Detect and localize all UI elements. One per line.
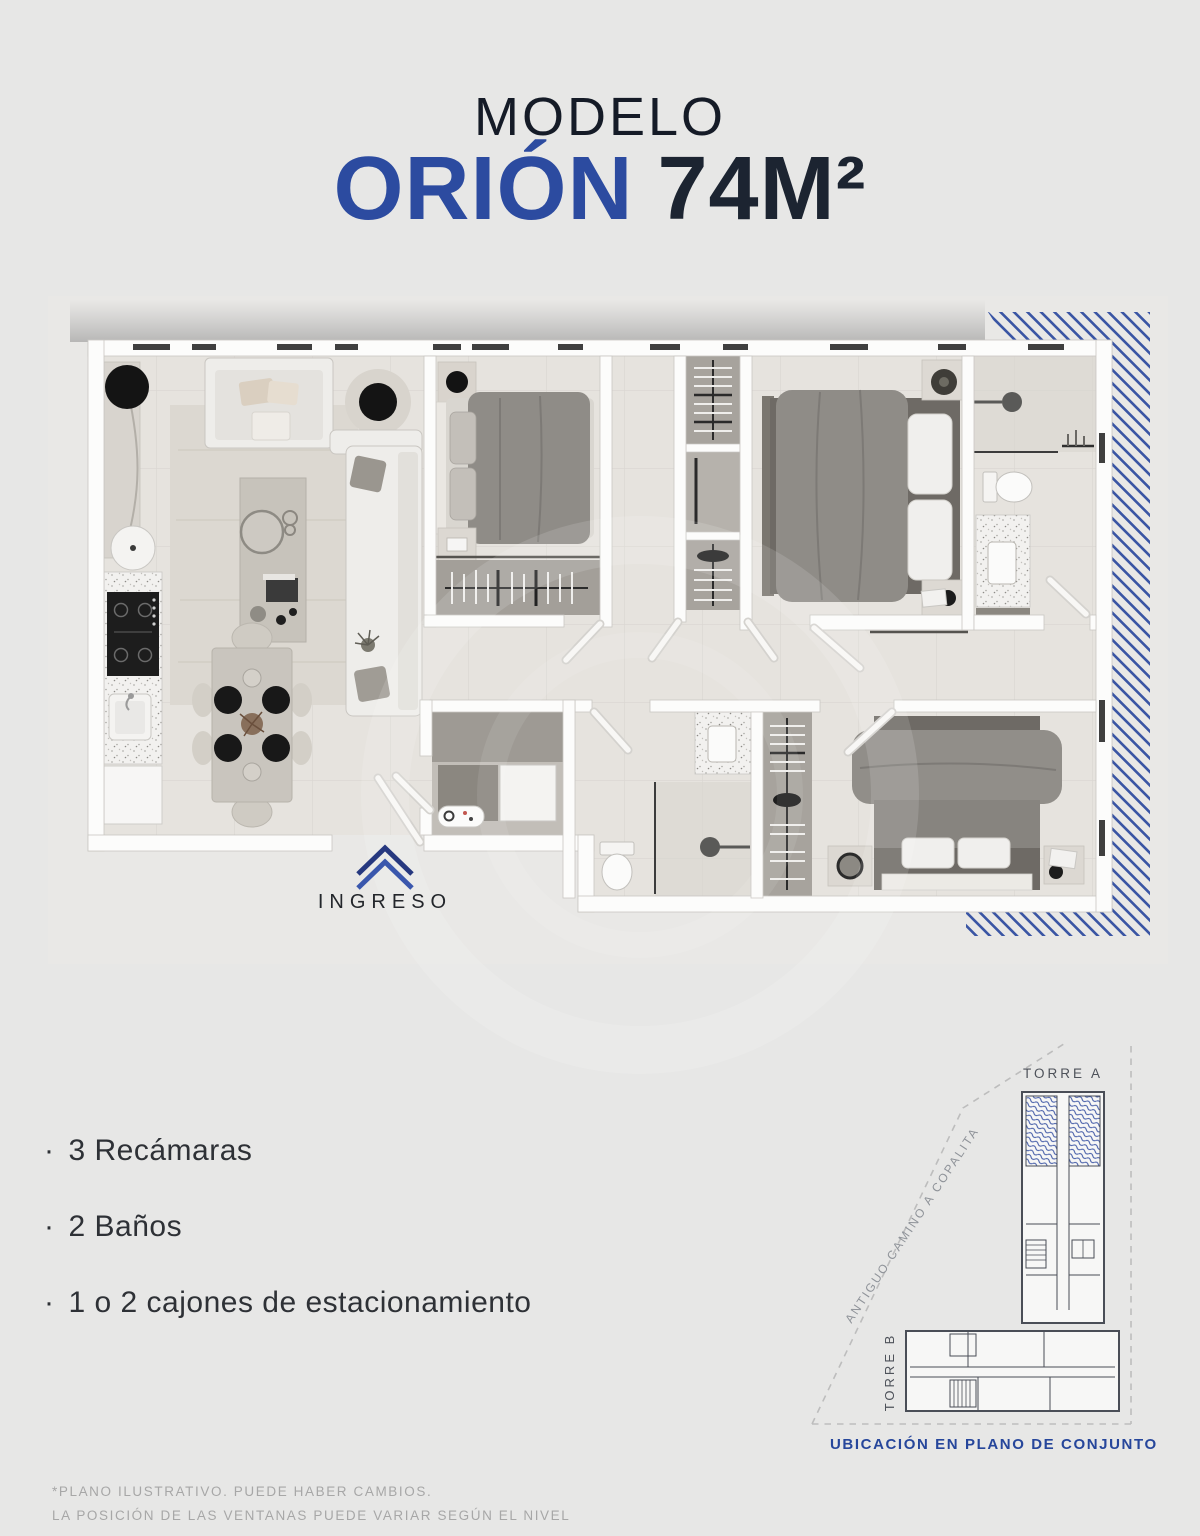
bullet: · <box>44 1286 55 1319</box>
coffee-table <box>240 478 306 642</box>
sink <box>109 693 151 740</box>
water-heater <box>438 806 484 827</box>
toilet <box>983 472 1032 502</box>
bullet: · <box>44 1210 55 1243</box>
kitchen <box>104 572 162 824</box>
entrance-label: INGRESO <box>317 891 453 913</box>
site-map-caption: UBICACIÓN EN PLANO DE CONJUNTO <box>830 1436 1158 1453</box>
feature-bathrooms <box>44 1210 531 1244</box>
torre-b-outline <box>906 1331 1119 1411</box>
feature-text: 1 o 2 cajones de estacionamiento <box>68 1286 532 1319</box>
disclaimer <box>52 1480 570 1528</box>
road-label: ANTIGUO CAMINO A COPALITA <box>842 1124 982 1326</box>
feature-text: 3 Recámaras <box>68 1134 253 1167</box>
vanity <box>976 515 1030 607</box>
disclaimer-line-1: *PLANO ILUSTRATIVO. PUEDE HABER CAMBIOS. <box>52 1484 433 1499</box>
vanity <box>695 712 751 774</box>
toilet <box>600 842 634 890</box>
feature-text: 2 Baños <box>68 1210 183 1243</box>
model-name: ORIÓN <box>333 139 634 239</box>
stove <box>107 592 159 676</box>
feature-list <box>44 1134 531 1362</box>
tower-a-label: TORRE A <box>1022 1066 1104 1081</box>
shower-head <box>1002 392 1022 412</box>
sofa-two-seat <box>205 358 333 448</box>
shower-head <box>700 837 720 857</box>
model-area: 74M² <box>657 139 867 239</box>
bullet: · <box>44 1134 55 1167</box>
plant-pot <box>446 371 468 393</box>
torre-a-outline <box>1022 1092 1104 1323</box>
model-title <box>0 138 1200 241</box>
plant-pot <box>105 365 149 409</box>
disclaimer-line-2: LA POSICIÓN DE LAS VENTANAS PUEDE VARIAR SEGÚN EL NIVEL <box>52 1508 571 1523</box>
tower-b-label: TORRE B <box>881 1332 897 1412</box>
feature-parking <box>44 1286 531 1320</box>
fridge <box>104 766 162 824</box>
washer <box>500 765 556 821</box>
feature-bedrooms <box>44 1134 531 1168</box>
plant-pot <box>359 383 397 421</box>
model-kicker: MODELO <box>473 87 727 147</box>
